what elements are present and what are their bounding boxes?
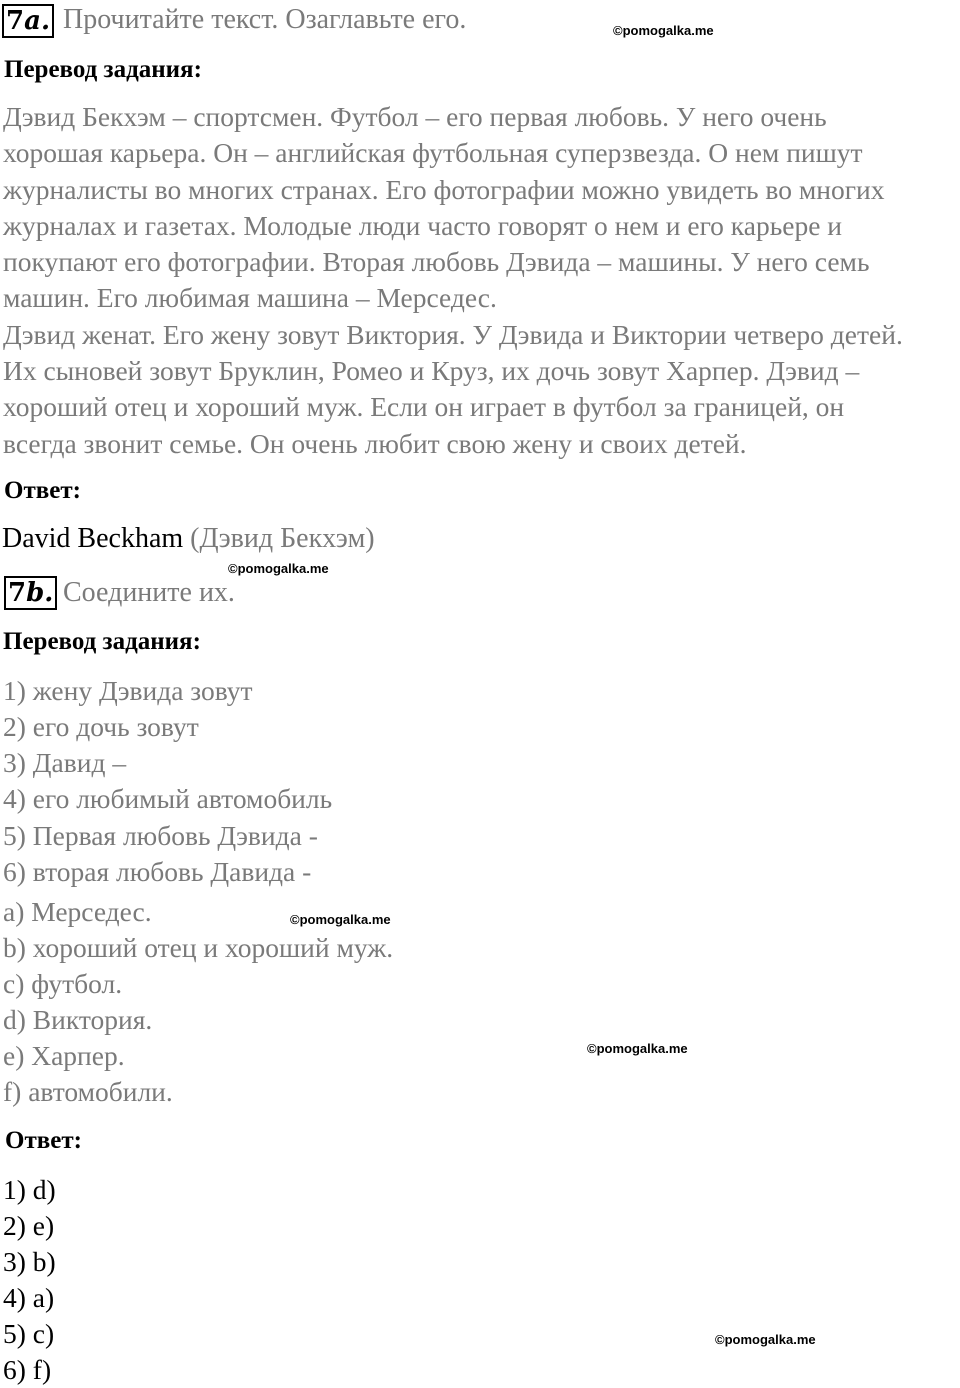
task-7a-title: Прочитайте текст. Озаглавьте его. <box>63 4 467 35</box>
answer-item: 1) d) <box>3 1174 56 1205</box>
watermark: ©pomogalka.me <box>228 561 329 576</box>
answer-item: 3) b) <box>3 1246 56 1277</box>
paragraph-line: Дэвид Бекхэм – спортсмен. Футбол – его первая любовь. У него очень <box>3 101 827 132</box>
watermark: ©pomogalka.me <box>587 1041 688 1056</box>
numbered-item: 5) Первая любовь Дэвида - <box>3 820 318 851</box>
answer-item: 6) f) <box>3 1354 52 1385</box>
paragraph-line: журналах и газетах. Молодые люди часто говорят о нем и его карьере и <box>3 209 843 241</box>
task-7a-paragraph <box>3 99 960 462</box>
task-7a-translation-heading: Перевод задания: <box>4 56 202 83</box>
task-7b-badge <box>4 576 57 610</box>
numbered-item: 3) Давид – <box>3 747 127 778</box>
answer-english: David Beckham <box>2 523 184 554</box>
task-7b-answer-heading: Ответ: <box>5 1127 82 1154</box>
task-7b-number: 7 <box>8 578 27 608</box>
task-7b-title: Соедините их. <box>63 577 235 608</box>
task-7b-letter: b. <box>26 578 54 608</box>
paragraph-line: всегда звонит семье. Он очень любит свою жену и своих детей. <box>3 427 747 459</box>
task-7a-number: 7 <box>6 6 25 36</box>
lettered-item: e) Харпер. <box>3 1040 125 1071</box>
task-7a-letter: a. <box>24 6 50 36</box>
paragraph-line: хороший отец и хороший муж. Если он играет в футбол за границей, он <box>3 391 845 423</box>
answer-russian: (Дэвид Бекхэм) <box>190 523 375 554</box>
lettered-item: b) хороший отец и хороший муж. <box>3 932 394 963</box>
answer-item: 2) e) <box>3 1210 55 1241</box>
watermark: ©pomogalka.me <box>715 1332 816 1347</box>
paragraph-line: Их сыновей зовут Бруклин, Ромео и Круз, их дочь зовут Харпер. Дэвид – <box>3 355 860 387</box>
lettered-item: a) Мерседес. <box>3 896 152 927</box>
task-7a-answer <box>2 522 375 556</box>
lettered-item: d) Виктория. <box>3 1004 153 1035</box>
answer-item: 4) a) <box>3 1282 55 1313</box>
paragraph-line: журналисты во многих странах. Его фотографии можно увидеть во многих <box>3 173 885 205</box>
paragraph-line: Дэвид женат. Его жену зовут Виктория. У Дэвида и Виктории четверо детей. <box>3 318 903 350</box>
task-7a-answer-heading: Ответ: <box>4 477 81 504</box>
task-7a-badge <box>2 4 54 38</box>
lettered-item: c) футбол. <box>3 968 123 999</box>
watermark: ©pomogalka.me <box>290 912 391 927</box>
lettered-item: f) автомобили. <box>3 1076 173 1107</box>
paragraph-line: хорошая карьера. Он – английская футбольная суперзвезда. О нем пишут <box>3 137 863 169</box>
paragraph-line: машин. Его любимая машина – Мерседес. <box>3 282 497 314</box>
answer-item: 5) c) <box>3 1318 55 1349</box>
numbered-item: 2) его дочь зовут <box>3 711 199 742</box>
numbered-item: 4) его любимый автомобиль <box>3 783 333 814</box>
watermark: ©pomogalka.me <box>613 23 714 38</box>
numbered-item: 6) вторая любовь Давида - <box>3 856 312 887</box>
paragraph-line: покупают его фотографии. Вторая любовь Дэвида – машины. У него семь <box>3 246 870 278</box>
task-7b-translation-heading: Перевод задания: <box>3 628 201 655</box>
numbered-item: 1) жену Дэвида зовут <box>3 675 253 706</box>
